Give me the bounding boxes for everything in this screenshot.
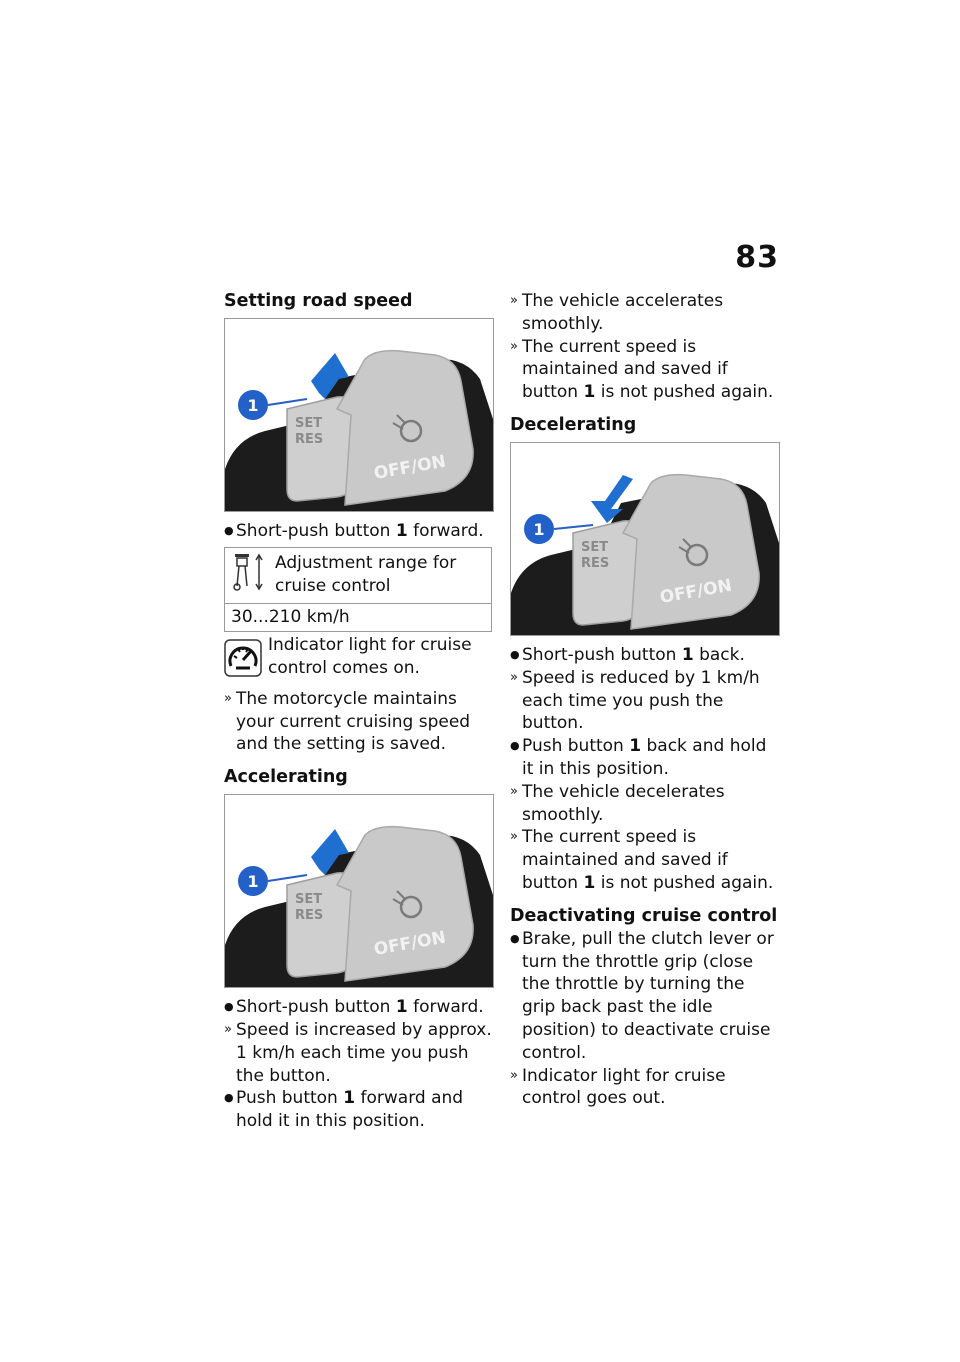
- switch-label: OFF/ON: [372, 927, 448, 961]
- switch-label: OFF/ON: [658, 575, 734, 608]
- heading-deactivating: Deactivating cruise control: [510, 905, 778, 926]
- bullet-icon: ●: [224, 1091, 234, 1105]
- bullet-icon: ●: [224, 1000, 234, 1014]
- indicator-note: [224, 634, 494, 680]
- button-label-set: SET: [581, 539, 609, 555]
- callout-label: 1: [247, 396, 259, 415]
- result-maintains-speed: » The motorcycle maintains your current cruising speed and the setting is saved.: [224, 688, 471, 755]
- indicator-text: Indicator light for cruise control comes on.: [268, 635, 472, 678]
- bullet-icon: ●: [510, 931, 520, 945]
- figure-accelerating: [224, 794, 494, 988]
- step-decel-short-push: ● Short-push button 1 back.: [510, 644, 745, 665]
- spec-title: Adjustment range for cruise control: [275, 552, 457, 596]
- result-arrow-icon: »: [510, 829, 518, 845]
- button-label-set: SET: [295, 892, 323, 908]
- page-number: 83: [735, 240, 779, 275]
- step-short-push-forward: ● Short-push button 1 forward.: [224, 521, 484, 541]
- result-arrow-icon: »: [510, 783, 518, 799]
- result-speed-increased: » Speed is increased by approx. 1 km/h each time you push the button.: [224, 1019, 492, 1086]
- left-column: [224, 290, 494, 1133]
- result-accel-speed-maintained: » The current speed is maintained and saved if button 1 is not pushed again.: [510, 336, 774, 403]
- heading-setting-road-speed: Setting road speed: [224, 291, 413, 311]
- cruise-control-indicator-icon: [224, 638, 262, 678]
- heading-accelerating: Accelerating: [224, 767, 348, 788]
- result-arrow-icon: »: [224, 690, 232, 706]
- result-arrow-icon: »: [510, 1067, 518, 1083]
- result-decel-speed-maintained: » The current speed is maintained and saved if button 1 is not pushed again.: [510, 827, 774, 893]
- button-label-set: SET: [295, 416, 323, 431]
- button-label-res: RES: [295, 432, 324, 447]
- result-arrow-icon: »: [510, 293, 518, 308]
- result-arrow-icon: »: [510, 669, 518, 685]
- step-accel-push-hold: ● Push button 1 forward and hold it in this position.: [224, 1088, 464, 1132]
- result-indicator-out: » Indicator light for cruise control goes out.: [510, 1065, 726, 1109]
- spec-table: [224, 547, 492, 632]
- result-arrow-icon: »: [224, 1021, 232, 1037]
- step-decel-push-hold: ● Push button 1 back and hold it in this position.: [510, 736, 767, 779]
- bullet-icon: ●: [510, 647, 520, 661]
- spec-value: 30...210 km/h: [225, 603, 491, 631]
- step-accel-short-push: ● Short-push button 1 forward.: [224, 997, 484, 1018]
- figure-decelerating: [510, 442, 780, 636]
- right-column: [510, 290, 782, 1110]
- button-label-res: RES: [295, 908, 324, 924]
- adjustment-range-icon: [229, 552, 267, 592]
- callout-label: 1: [533, 519, 545, 539]
- result-decelerates-smoothly: » The vehicle decelerates smoothly.: [510, 781, 725, 825]
- result-accelerates-smoothly: » The vehicle accelerates smoothly.: [510, 291, 724, 334]
- bullet-icon: ●: [224, 524, 234, 537]
- button-label-res: RES: [581, 555, 610, 571]
- switch-label: OFF/ON: [372, 451, 448, 484]
- bullet-icon: ●: [510, 739, 520, 753]
- figure-setting-road-speed: [224, 318, 494, 512]
- callout-label: 1: [247, 872, 259, 892]
- heading-decelerating: Decelerating: [510, 414, 637, 435]
- result-speed-reduced: » Speed is reduced by 1 km/h each time you push the button.: [510, 667, 760, 734]
- result-arrow-icon: »: [510, 338, 518, 354]
- step-deactivate: ● Brake, pull the clutch lever or turn the throttle grip (close the throttle by turning the grip back past the idle position) to deactivate cruise control.: [510, 928, 774, 1063]
